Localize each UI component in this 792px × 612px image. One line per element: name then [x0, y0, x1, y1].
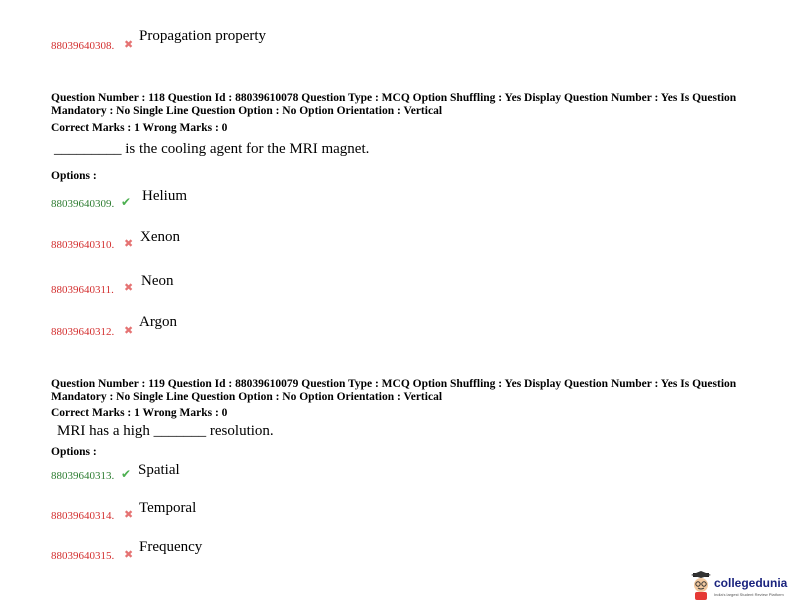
question-text: _________ is the cooling agent for the MRI magnet. — [54, 141, 370, 157]
check-icon: ✔ — [121, 195, 132, 209]
option-text: Neon — [141, 273, 174, 289]
question-marks: Correct Marks : 1 Wrong Marks : 0 — [51, 407, 228, 419]
question-marks: Correct Marks : 1 Wrong Marks : 0 — [51, 122, 228, 134]
cross-icon: ✖ — [124, 38, 134, 51]
cross-icon: ✖ — [124, 237, 134, 250]
option-id: 88039640314. — [51, 510, 115, 522]
cross-icon: ✖ — [124, 324, 134, 337]
cross-icon: ✖ — [124, 548, 134, 561]
check-icon: ✔ — [121, 467, 132, 481]
option-id: 88039640312. — [51, 326, 115, 338]
option-text: Helium — [142, 188, 187, 204]
cross-icon: ✖ — [124, 281, 134, 294]
option-id: 88039640308. — [51, 40, 115, 52]
collegedunia-logo — [690, 571, 788, 605]
option-text: Argon — [139, 314, 178, 330]
option-id: 88039640311. — [51, 284, 114, 296]
question-header: Question Number : 119 Question Id : 88039610079 Question Type : MCQ Option Shuffling : Yes Display Question Number : Yes Is Question Mandatory : No Single Line Question Option : No Option Orientation : Vertical — [51, 378, 737, 403]
mascot-icon — [690, 571, 712, 601]
options-label: Options : — [51, 170, 97, 182]
option-id: 88039640310. — [51, 239, 115, 251]
question-header: Question Number : 118 Question Id : 88039610078 Question Type : MCQ Option Shuffling : Yes Display Question Number : Yes Is Question Mandatory : No Single Line Question Option : No Option Orientation : Vertical — [51, 92, 737, 117]
logo-text: collegedunia — [714, 576, 788, 590]
options-label: Options : — [51, 446, 97, 458]
question-text: MRI has a high _______ resolution. — [57, 423, 274, 439]
option-id: 88039640313. — [51, 470, 115, 482]
option-text: Xenon — [140, 229, 180, 245]
option-id: 88039640309. — [51, 198, 115, 210]
option-text: Propagation property — [139, 28, 267, 44]
option-text: Spatial — [138, 462, 180, 478]
cross-icon: ✖ — [124, 508, 134, 521]
option-text: Temporal — [139, 500, 197, 516]
option-id: 88039640315. — [51, 550, 115, 562]
logo-tagline: India's largest Student Review Platform — [714, 592, 784, 597]
option-text: Frequency — [139, 539, 203, 555]
